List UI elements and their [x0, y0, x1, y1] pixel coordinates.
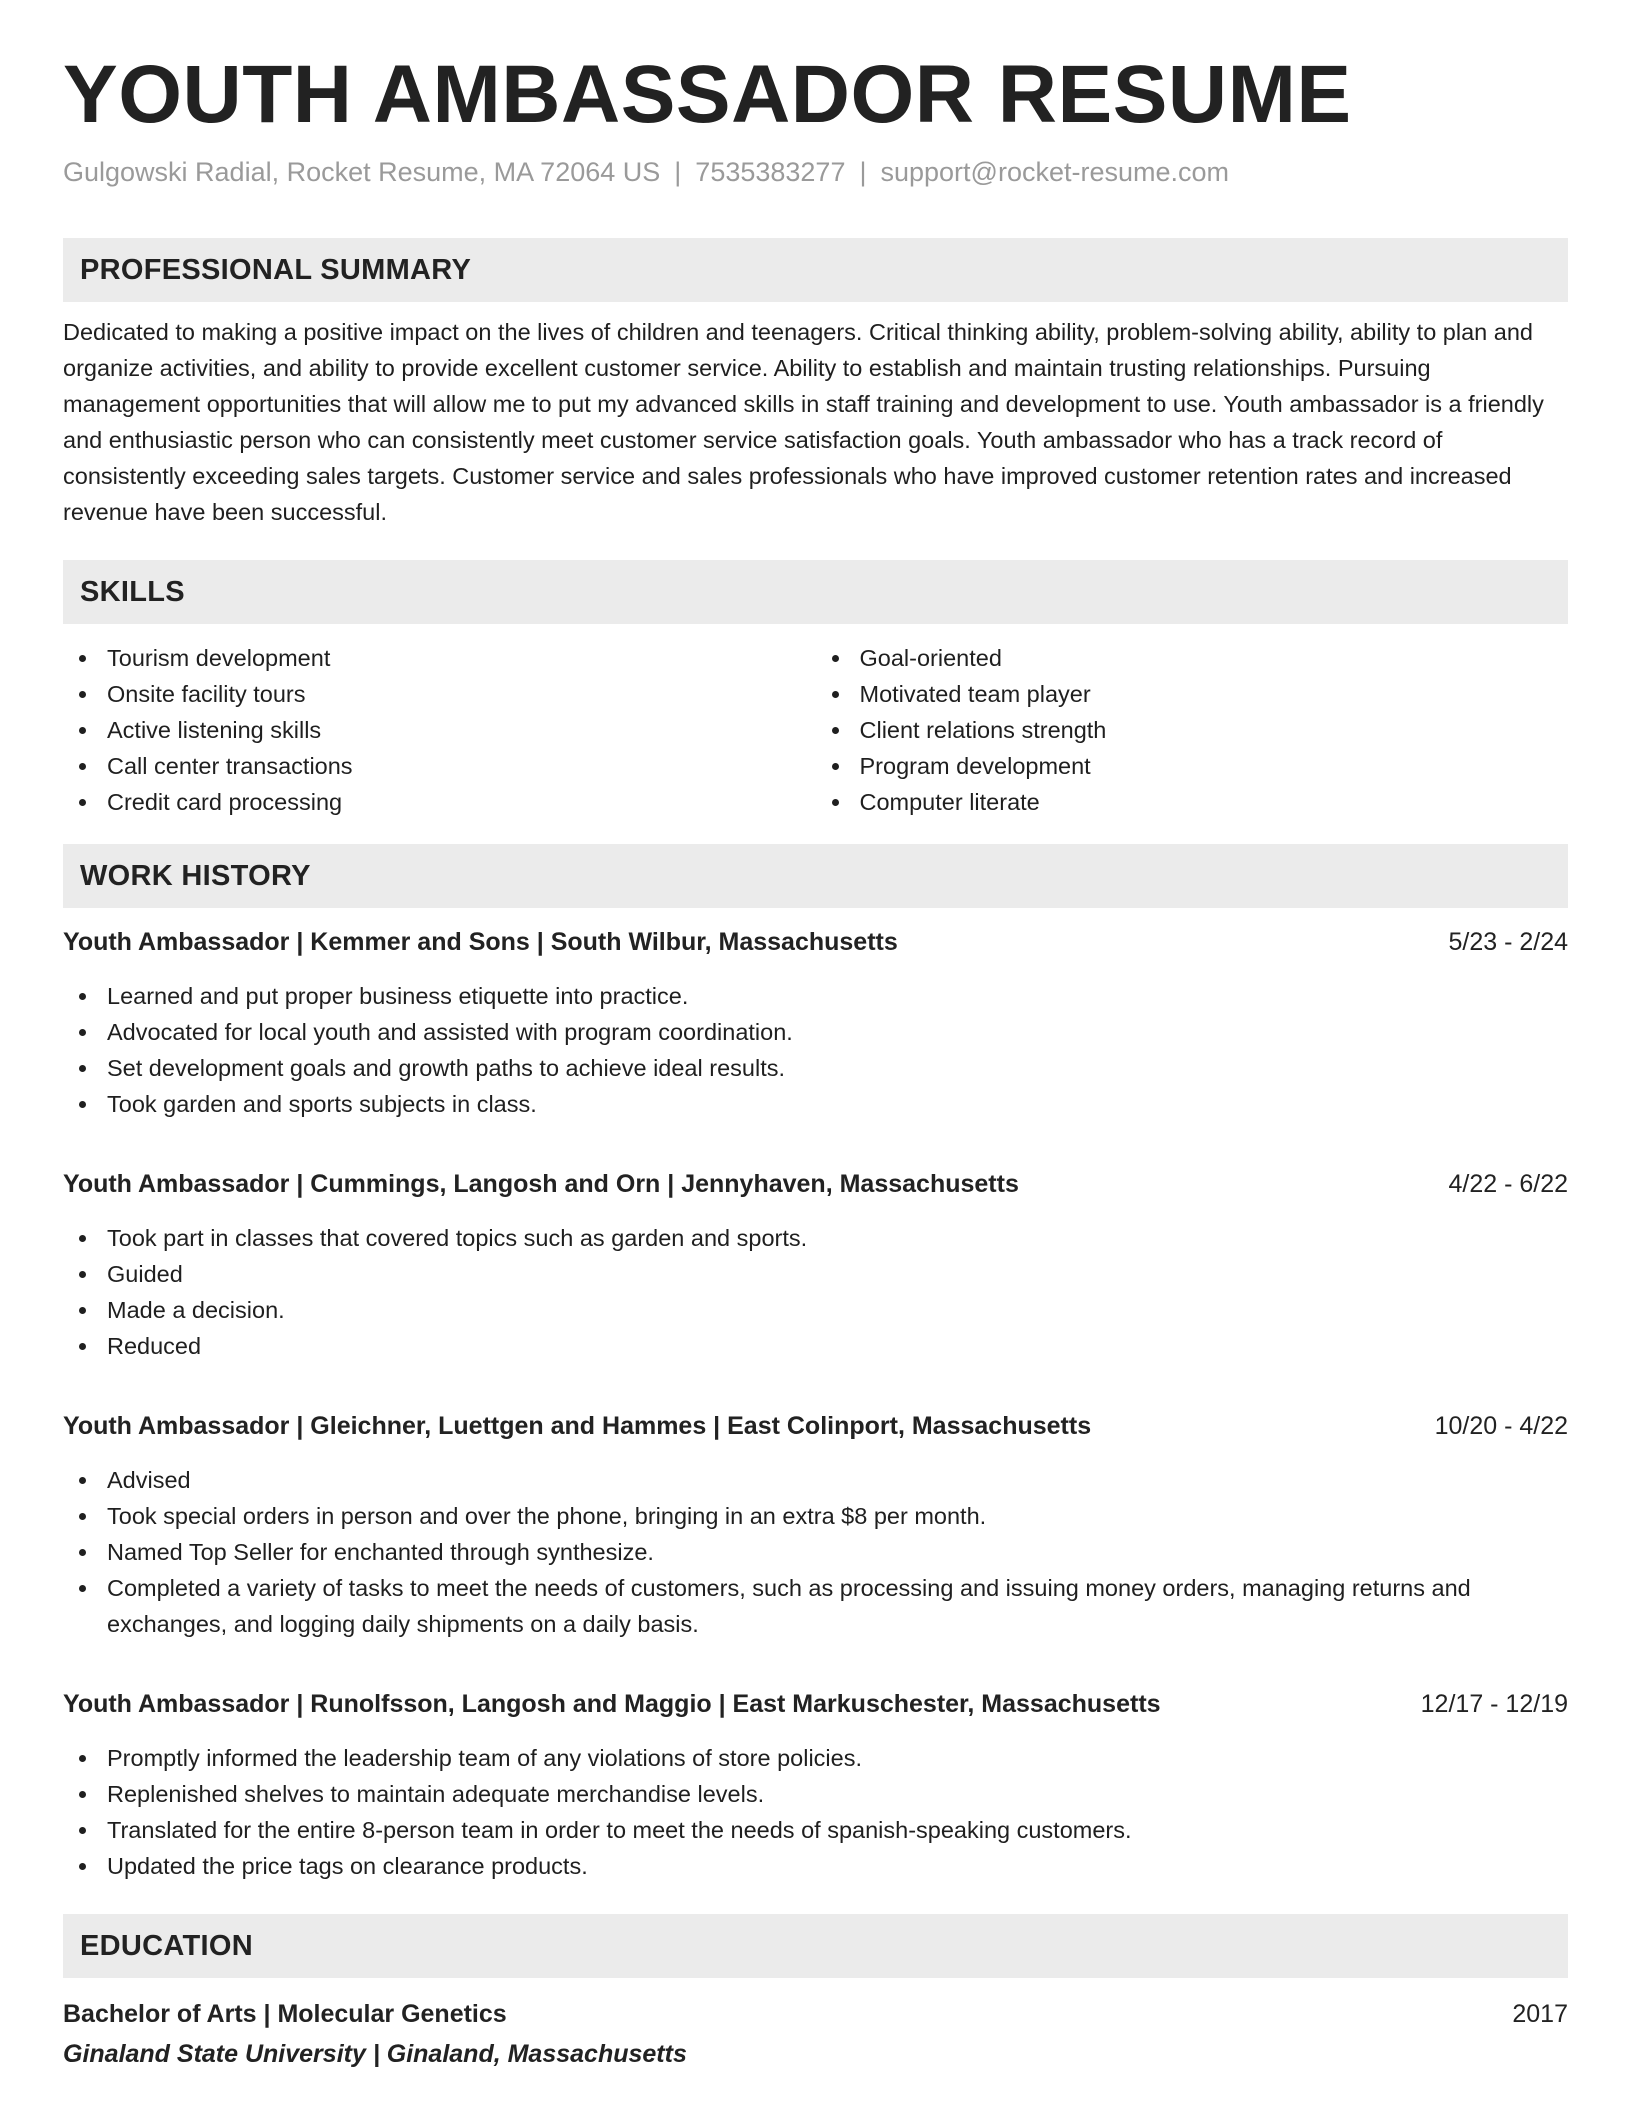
contact-separator: |: [674, 157, 682, 187]
skill-item: Credit card processing: [63, 784, 816, 820]
resume-title: YOUTH AMBASSADOR RESUME: [63, 49, 1352, 140]
education-degree: Bachelor of Arts | Molecular Genetics: [63, 2000, 507, 2029]
job-dates: 4/22 - 6/22: [1448, 1170, 1568, 1199]
job-bullet: Translated for the entire 8-person team in order to meet the needs of spanish-speaking customers.: [63, 1812, 1568, 1848]
job-bullet: Completed a variety of tasks to meet the needs of customers, such as processing and issuing money orders, managing returns and exchanges, and logging daily shipments on a daily basis.: [63, 1570, 1568, 1642]
skill-item: Program development: [816, 748, 1569, 784]
job-bullet: Advised: [63, 1462, 1568, 1498]
skill-item: Goal-oriented: [816, 640, 1569, 676]
job-title: Youth Ambassador | Gleichner, Luettgen and Hammes | East Colinport, Massachusetts: [63, 1412, 1092, 1441]
education-year: 2017: [1512, 2000, 1568, 2029]
contact-email: support@rocket-resume.com: [880, 157, 1230, 187]
job-bullet: Took part in classes that covered topics such as garden and sports.: [63, 1220, 1568, 1256]
job-bullet: Made a decision.: [63, 1292, 1568, 1328]
skill-item: Computer literate: [816, 784, 1569, 820]
job-bullet: Updated the price tags on clearance products.: [63, 1848, 1568, 1884]
job-bullets: [63, 1740, 1568, 1884]
job-entry: [63, 1166, 1568, 1364]
job-bullets: [63, 1220, 1568, 1364]
skill-item: Client relations strength: [816, 712, 1569, 748]
resume-page: [63, 49, 1568, 2072]
job-title: Youth Ambassador | Runolfsson, Langosh and Maggio | East Markuschester, Massachusetts: [63, 1690, 1161, 1719]
job-bullet: Reduced: [63, 1328, 1568, 1364]
job-bullet: Learned and put proper business etiquette into practice.: [63, 978, 1568, 1014]
education-school: Ginaland State University | Ginaland, Massachusetts: [63, 2040, 687, 2069]
skill-item: Motivated team player: [816, 676, 1569, 712]
job-title: Youth Ambassador | Cummings, Langosh and Orn | Jennyhaven, Massachusetts: [63, 1170, 1019, 1199]
skills-column-left: [63, 640, 816, 820]
contact-phone: 7535383277: [695, 157, 846, 187]
section-header-education: EDUCATION: [63, 1914, 1568, 1978]
job-bullet: Replenished shelves to maintain adequate merchandise levels.: [63, 1776, 1568, 1812]
job-header: [63, 1686, 1568, 1722]
skills-list: [63, 640, 1568, 820]
job-bullets: [63, 1462, 1568, 1642]
job-dates: 10/20 - 4/22: [1434, 1412, 1568, 1441]
work-history: [63, 924, 1568, 1884]
job-header: [63, 924, 1568, 960]
skill-item: Onsite facility tours: [63, 676, 816, 712]
job-bullet: Advocated for local youth and assisted with program coordination.: [63, 1014, 1568, 1050]
job-entry: [63, 924, 1568, 1122]
job-dates: 5/23 - 2/24: [1448, 928, 1568, 957]
job-bullets: [63, 978, 1568, 1122]
job-bullet: Took garden and sports subjects in class.: [63, 1086, 1568, 1122]
job-header: [63, 1166, 1568, 1202]
skill-item: Active listening skills: [63, 712, 816, 748]
education-entry: [63, 1996, 1568, 2072]
contact-address: Gulgowski Radial, Rocket Resume, MA 72064 US: [63, 157, 661, 187]
job-bullet: Promptly informed the leadership team of any violations of store policies.: [63, 1740, 1568, 1776]
job-bullet: Named Top Seller for enchanted through synthesize.: [63, 1534, 1568, 1570]
contact-separator: |: [859, 157, 867, 187]
skill-item: Tourism development: [63, 640, 816, 676]
job-bullet: Guided: [63, 1256, 1568, 1292]
contact-line: [63, 156, 1568, 188]
education-header: [63, 1996, 1568, 2032]
skills-column-right: [816, 640, 1569, 820]
job-header: [63, 1408, 1568, 1444]
job-bullet: Took special orders in person and over the phone, bringing in an extra $8 per month.: [63, 1498, 1568, 1534]
job-entry: [63, 1686, 1568, 1884]
job-bullet: Set development goals and growth paths to achieve ideal results.: [63, 1050, 1568, 1086]
section-header-summary: PROFESSIONAL SUMMARY: [63, 238, 1568, 302]
skill-item: Call center transactions: [63, 748, 816, 784]
job-dates: 12/17 - 12/19: [1420, 1690, 1568, 1719]
summary-text: Dedicated to making a positive impact on the lives of children and teenagers. Critical thinking ability, problem-solving ability, ability to plan and organize activities, and ability to provide excellent customer service. Ability to establish and maintain trusting relationships. Pursuing management opportunities that will allow me to put my advanced skills in staff training and development to use. Youth ambassador is a friendly and enthusiastic person who can consistently meet customer service satisfaction goals. Youth ambassador who has a track record of consistently exceeding sales targets. Customer service and sales professionals who have improved customer retention rates and increased revenue have been successful.: [63, 319, 1544, 526]
section-header-skills: SKILLS: [63, 560, 1568, 624]
section-header-work: WORK HISTORY: [63, 844, 1568, 908]
job-title: Youth Ambassador | Kemmer and Sons | South Wilbur, Massachusetts: [63, 928, 898, 957]
job-entry: [63, 1408, 1568, 1642]
